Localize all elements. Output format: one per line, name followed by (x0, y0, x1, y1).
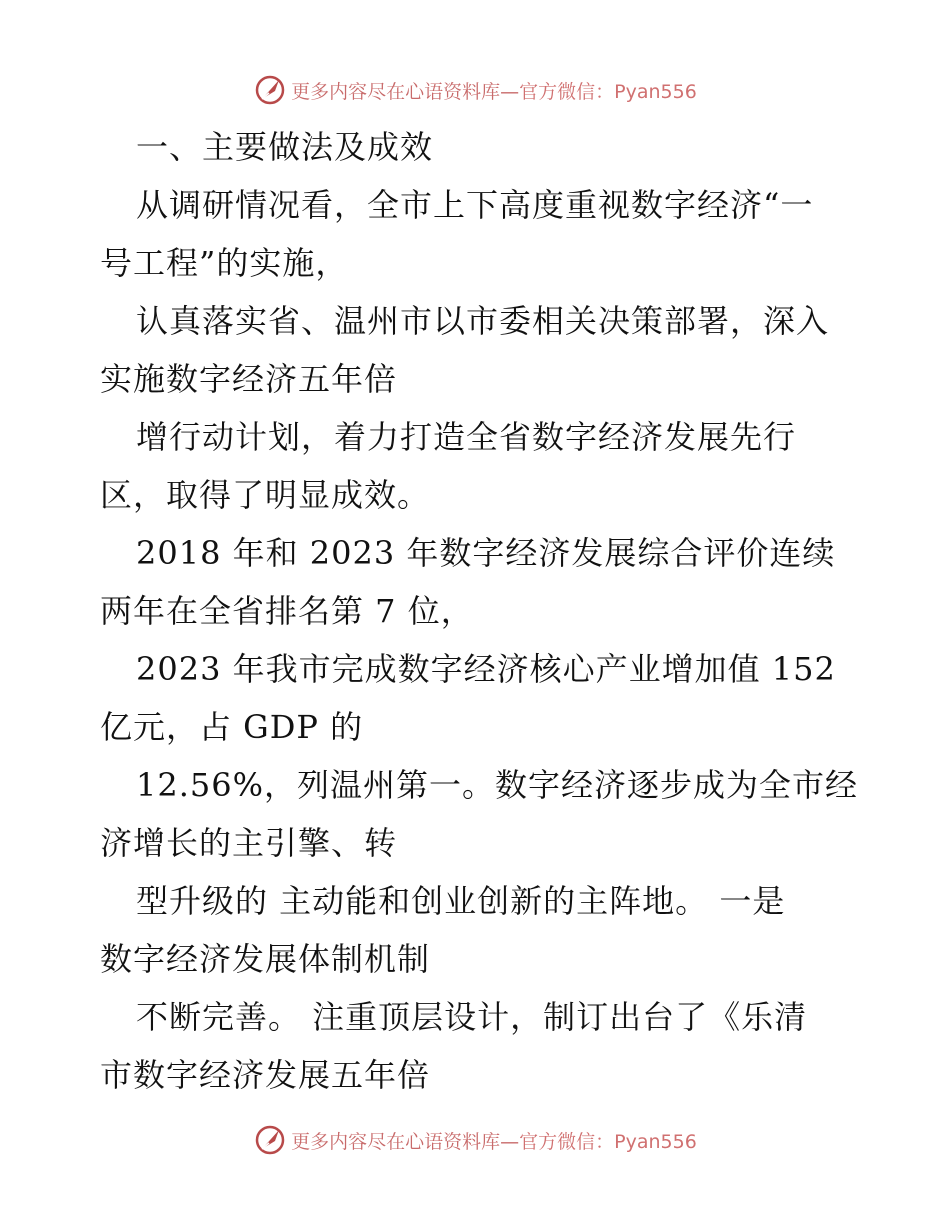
footer-watermark (0, 1120, 950, 1160)
text-line: 实施数字经济五年倍 (100, 360, 398, 398)
text-line: 号工程”的实施， (100, 244, 349, 282)
document-body (100, 118, 860, 1104)
text-line: 2023 年我市完成数字经济核心产业增加值 152 (136, 650, 836, 688)
text-line: 从调研情况看，全市上下高度重视数字经济“一 (136, 186, 814, 224)
text-line: 区，取得了明显成效。 (100, 476, 431, 514)
text-line: 市数字经济发展五年倍 (100, 1056, 431, 1094)
text-line: 两年在全省排名第 7 位， (100, 592, 474, 630)
text-line: 一、主要做法及成效 (136, 128, 434, 166)
watermark-dash: — (500, 1130, 520, 1153)
text-line: 增行动计划，着力打造全省数字经济发展先行 (136, 418, 797, 456)
quill-logo-icon (253, 73, 287, 107)
text-line: 亿元，占 GDP 的 (100, 708, 364, 746)
quill-logo-icon (253, 1123, 287, 1157)
text-line: 数字经济发展体制机制 (100, 940, 431, 978)
text-line: 12.56%，列温州第一。数字经济逐步成为全市经 (136, 766, 859, 804)
watermark-dash: — (500, 80, 520, 103)
text-line: 认真落实省、温州市以市委相关决策部署，深入 (136, 302, 830, 340)
text-line: 济增长的主引擎、转 (100, 824, 398, 862)
text-line: 型升级的 主动能和创业创新的主阵地。 一是 (136, 882, 786, 920)
text-line: 不断完善。 注重顶层设计，制订出台了《乐清 (136, 998, 808, 1036)
watermark-contact: 官方微信：Pyan556 (519, 1130, 697, 1153)
header-watermark (0, 70, 950, 110)
text-line: 2018 年和 2023 年数字经济发展综合评价连续 (136, 534, 836, 572)
watermark-title: 更多内容尽在心语资料库 (291, 80, 501, 103)
watermark-title: 更多内容尽在心语资料库 (291, 1130, 501, 1153)
watermark-contact: 官方微信：Pyan556 (519, 80, 697, 103)
